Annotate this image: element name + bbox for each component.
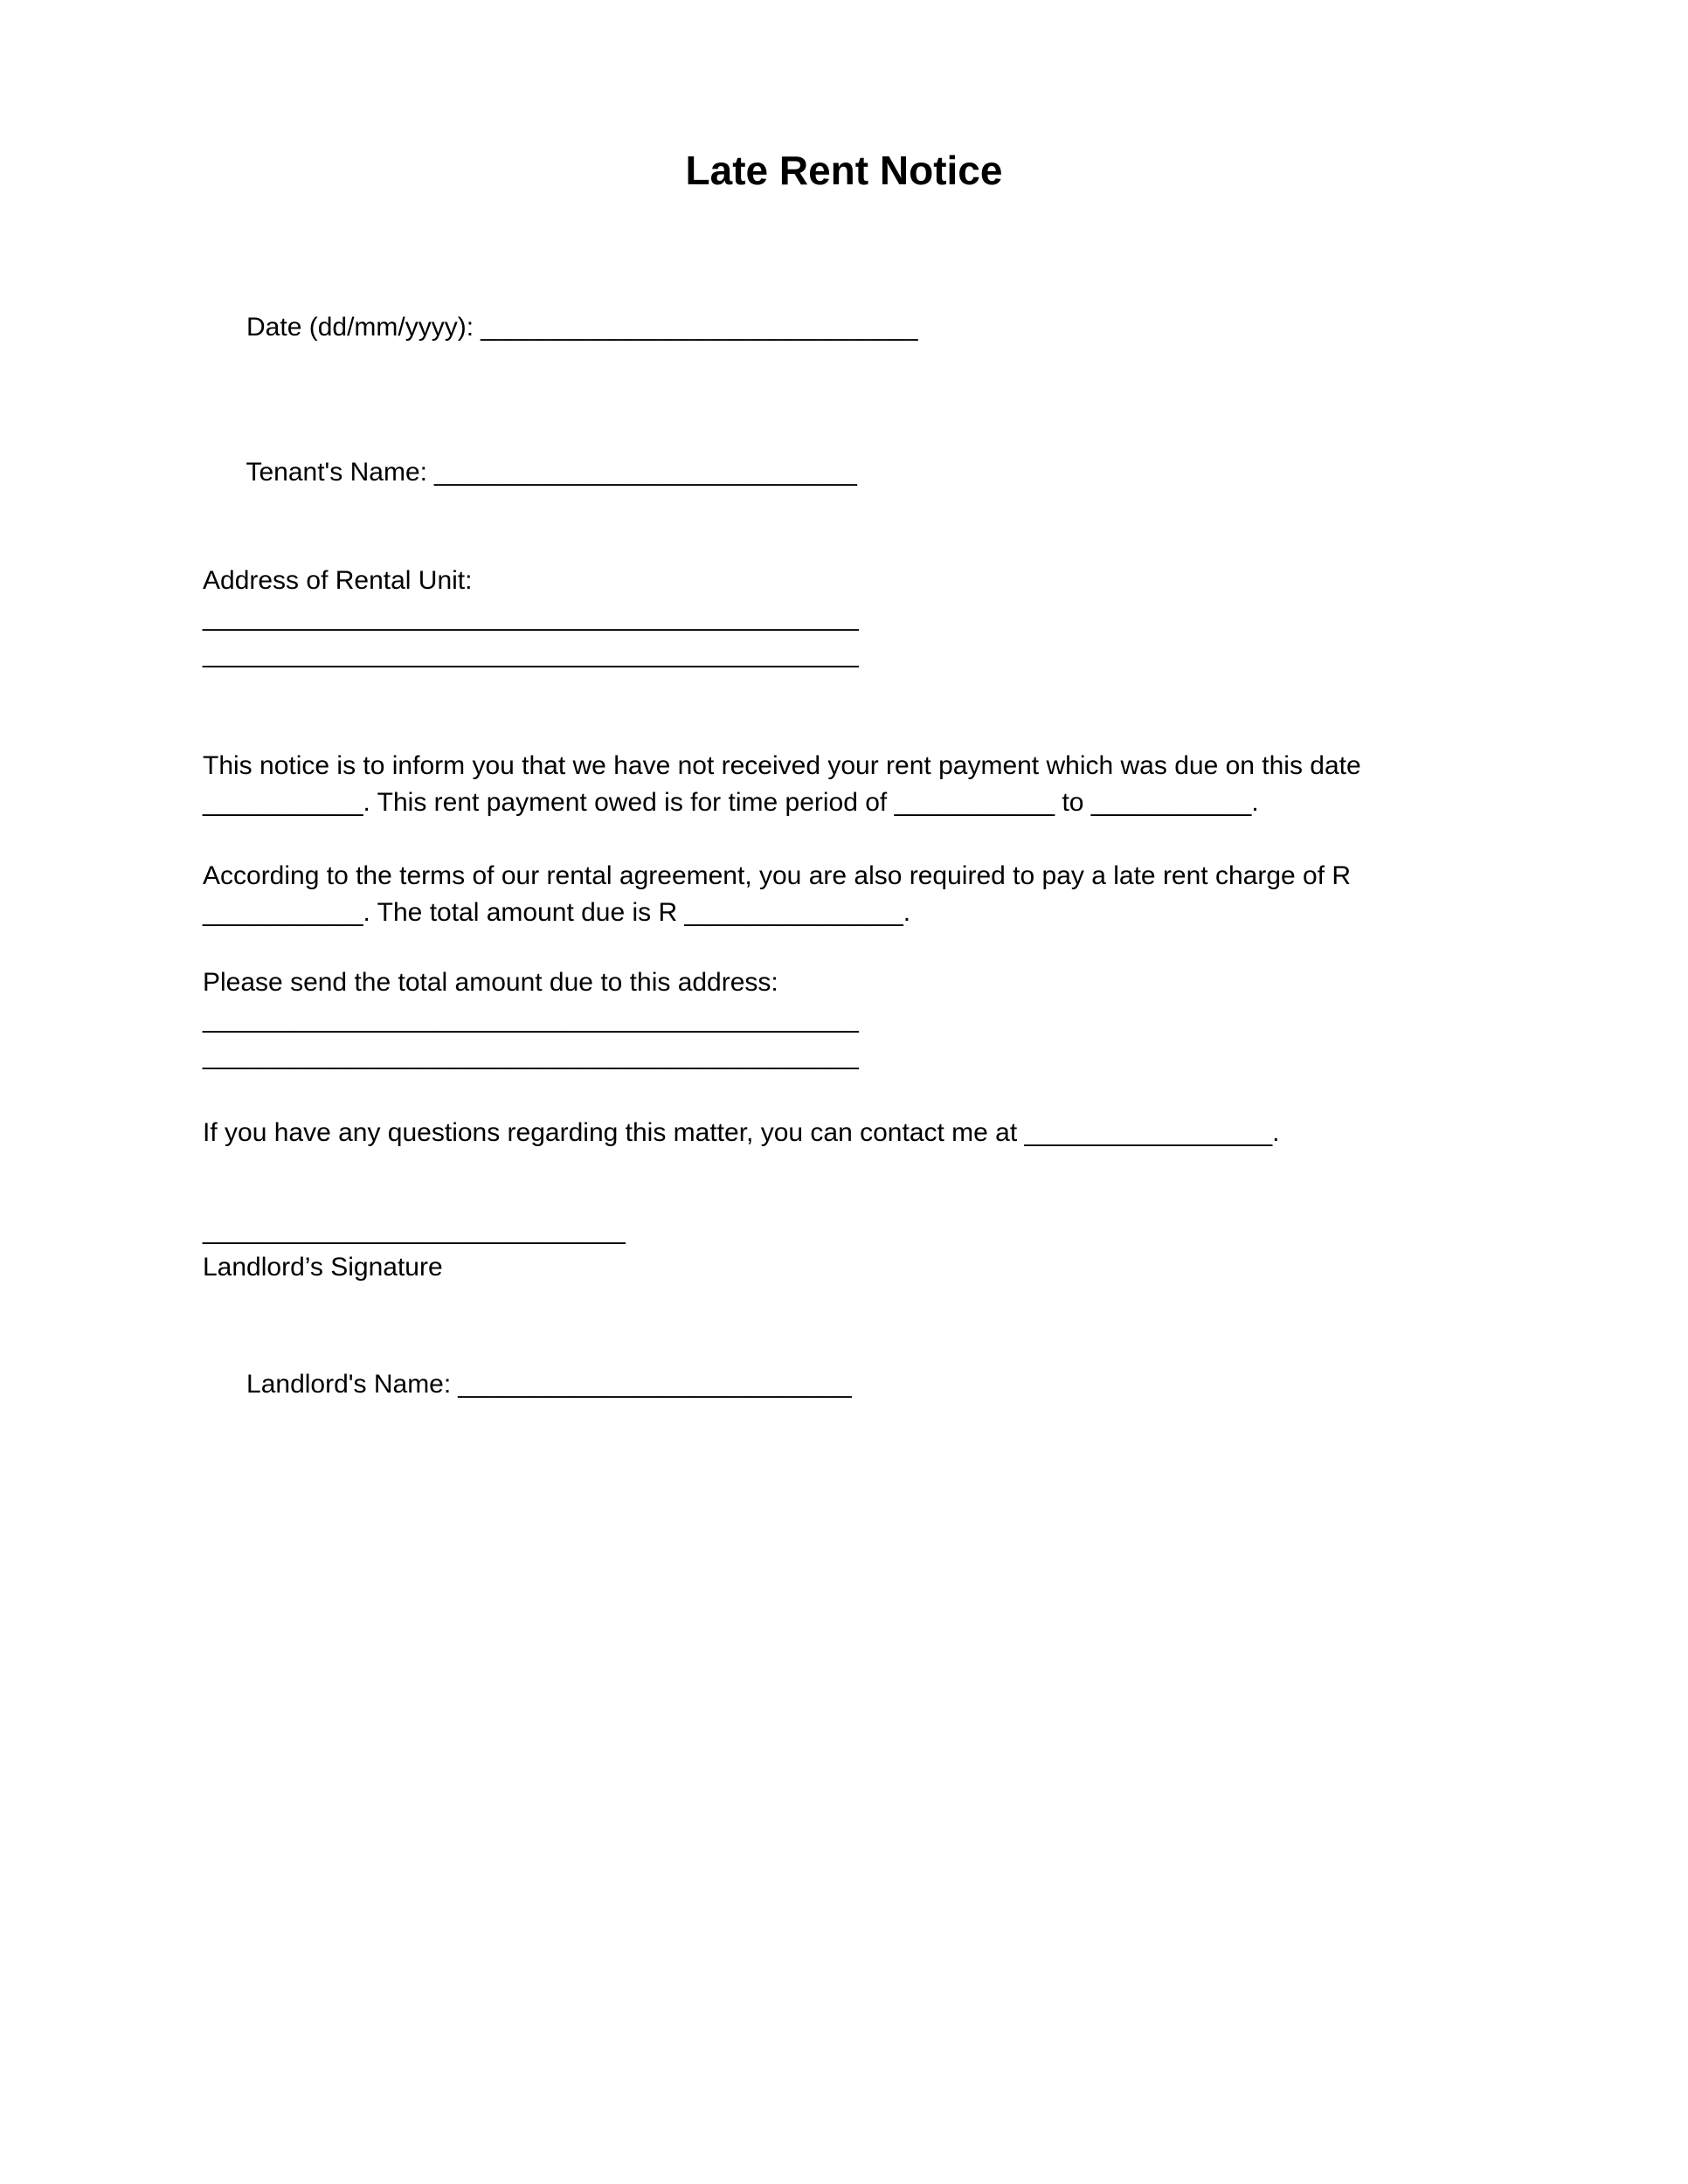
- send-address-blank-line-1: _____________________________________________: [203, 1005, 859, 1033]
- rental-address-blank-line-2: _____________________________________________: [203, 639, 859, 668]
- send-address-blank-line-2: _____________________________________________: [203, 1041, 859, 1070]
- tenant-name-field-label: Tenant's Name:: [246, 458, 427, 487]
- late-charge-paragraph-line-1: According to the terms of our rental agreement, you are also required to pay a late rent charge of R: [203, 861, 1352, 890]
- landlord-name-field-label: Landlord's Name:: [246, 1370, 452, 1399]
- late-charge-paragraph-line-2: ___________. The total amount due is R _______________.: [203, 898, 911, 927]
- landlord-name-field-row: [203, 1330, 1688, 1440]
- send-address-label: Please send the total amount due to this address:: [203, 968, 778, 997]
- landlord-signature-label: Landlord’s Signature: [203, 1253, 443, 1282]
- notice-paragraph-line-1: This notice is to inform you that we have not received your rent payment which was due on this date: [203, 751, 1361, 780]
- date-field-row: [203, 273, 1688, 383]
- late-charge-paragraph: [203, 858, 1688, 931]
- contact-line: If you have any questions regarding this matter, you can contact me at _________________.: [203, 1118, 1280, 1147]
- tenant-name-field-blank: _____________________________: [433, 458, 857, 487]
- tenant-name-field-row: [203, 418, 1688, 528]
- landlord-name-field-blank: ___________________________: [458, 1370, 852, 1399]
- landlord-signature-blank-line: _____________________________: [203, 1216, 626, 1245]
- document-title: Late Rent Notice: [685, 148, 1003, 193]
- rental-address-label: Address of Rental Unit:: [203, 566, 473, 595]
- rental-address-blank-line-1: _____________________________________________: [203, 603, 859, 632]
- notice-paragraph-line-2: ___________. This rent payment owed is for time period of ___________ to ___________.: [203, 788, 1259, 817]
- date-field-label: Date (dd/mm/yyyy):: [246, 313, 474, 342]
- document-body: [203, 273, 1688, 1440]
- notice-paragraph: [203, 748, 1688, 821]
- date-field-blank: ______________________________: [481, 313, 918, 342]
